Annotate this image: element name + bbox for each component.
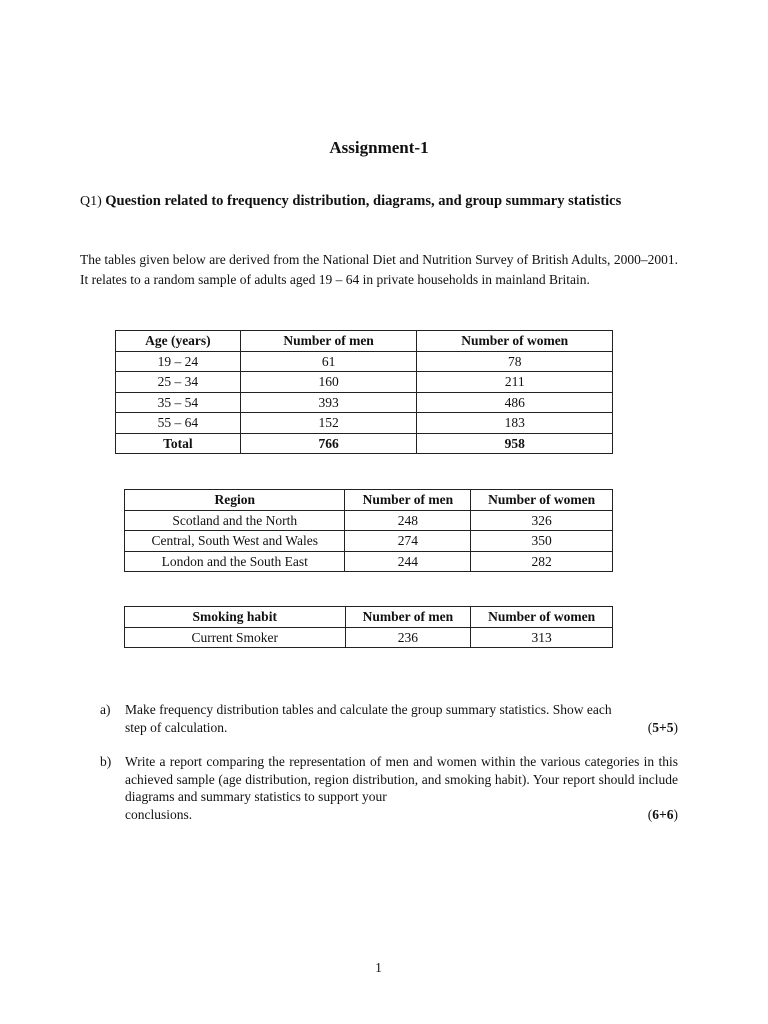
table-cell: 313 <box>471 627 613 648</box>
table-cell: 248 <box>345 510 471 531</box>
question-heading <box>80 192 677 211</box>
assignment-title: Assignment-1 <box>329 138 429 157</box>
table-cell: 393 <box>240 392 417 413</box>
column-header: Number of women <box>417 331 613 352</box>
table-cell: 282 <box>471 551 613 572</box>
table-row <box>116 372 613 393</box>
age-table <box>115 330 613 454</box>
column-header: Region <box>125 490 345 511</box>
table-cell: 78 <box>417 351 613 372</box>
column-header: Age (years) <box>116 331 241 352</box>
table-row <box>116 351 613 372</box>
question-text: Question related to frequency distribution, diagrams, and group summary statistics <box>105 193 622 209</box>
task-marks: (6+6) <box>647 806 678 822</box>
column-header: Number of women <box>471 607 613 628</box>
table-cell: Central, South West and Wales <box>125 531 345 552</box>
table-cell: London and the South East <box>125 551 345 572</box>
table-cell: 244 <box>345 551 471 572</box>
task-text: Make frequency distribution tables and calculate the group summary statistics. Show each <box>125 702 612 717</box>
column-header: Number of men <box>240 331 417 352</box>
column-header: Smoking habit <box>125 607 346 628</box>
task-label: b) <box>100 754 112 769</box>
total-men: 766 <box>240 433 417 454</box>
table-cell: 35 – 54 <box>116 392 241 413</box>
table-header-row <box>125 607 613 628</box>
task-a <box>100 701 678 736</box>
table-row <box>116 413 613 434</box>
total-label: Total <box>116 433 241 454</box>
region-table <box>124 489 613 572</box>
table-row <box>125 627 613 648</box>
table-cell: 274 <box>345 531 471 552</box>
table-cell: 152 <box>240 413 417 434</box>
table-cell: 61 <box>240 351 417 372</box>
table-cell: 350 <box>471 531 613 552</box>
table-cell: 55 – 64 <box>116 413 241 434</box>
column-header: Number of women <box>471 490 613 511</box>
table-cell: Current Smoker <box>125 627 346 648</box>
task-marks: (5+5) <box>647 719 678 735</box>
table-cell: 326 <box>471 510 613 531</box>
table-total-row <box>116 433 613 454</box>
column-header: Number of men <box>345 490 471 511</box>
table-cell: 19 – 24 <box>116 351 241 372</box>
table-cell: 211 <box>417 372 613 393</box>
question-number: Q1) <box>80 194 102 209</box>
table-cell: 236 <box>345 627 471 648</box>
table-row <box>125 510 613 531</box>
table-row <box>125 531 613 552</box>
table-header-row <box>125 490 613 511</box>
smoking-table <box>124 606 613 648</box>
table-cell: Scotland and the North <box>125 510 345 531</box>
table-cell: 160 <box>240 372 417 393</box>
table-row <box>116 392 613 413</box>
page-number: 1 <box>375 960 382 975</box>
table-cell: 486 <box>417 392 613 413</box>
task-last-line: step of calculation. <box>125 719 228 735</box>
table-cell: 25 – 34 <box>116 372 241 393</box>
task-text: Write a report comparing the representation of men and women within the various categories in this achieved sample (age distribution, region distribution, and smoking habit). Your report should include diagrams and summary statistics to support your <box>125 754 678 804</box>
table-row <box>125 551 613 572</box>
task-last-line: conclusions. <box>125 806 193 822</box>
table-header-row <box>116 331 613 352</box>
task-b <box>100 753 678 823</box>
column-header: Number of men <box>345 607 471 628</box>
intro-paragraph: The tables given below are derived from the National Diet and Nutrition Survey of British Adults, 2000–2001. It relates to a random sample of adults aged 19 – 64 in private households in mainland Britain. <box>80 252 678 287</box>
task-label: a) <box>100 702 111 717</box>
total-women: 958 <box>417 433 613 454</box>
table-cell: 183 <box>417 413 613 434</box>
